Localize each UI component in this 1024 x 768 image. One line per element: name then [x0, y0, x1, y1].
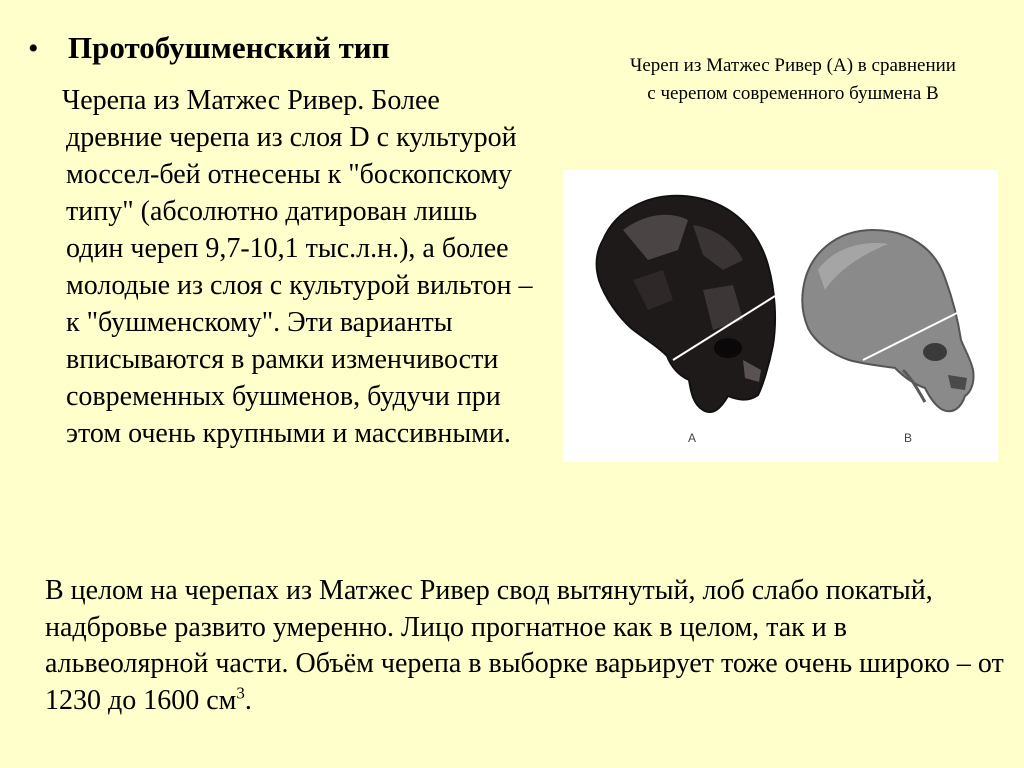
bottom-paragraph-end: . — [244, 684, 252, 716]
skull-a-drawing — [597, 196, 775, 412]
cubic-superscript: 3 — [236, 683, 245, 703]
figure-caption: Череп из Матжес Ривер (А) в сравнении с черепом современного бушмена В — [630, 55, 956, 104]
slide-heading: Протобушменский тип — [68, 30, 390, 65]
skull-comparison-image — [563, 170, 998, 462]
left-paragraph: Черепа из Матжес Ривер. Более древние черепа из слоя D с культурой моссел-бей отнесены к "боскопскому типу" (абсолютно датирован лишь один череп 9,7-10,1 тыс.л.н.), а более молодые из слоя с культурой вильтон – к "бушменскому". Эти варианты вписываются в рамки изменчивости современных бушменов, будучи при этом очень крупными и массивными. — [62, 85, 533, 449]
skull-b-drawing — [802, 230, 973, 411]
skull-b-label: B — [903, 431, 913, 445]
heading-row — [28, 30, 390, 66]
bottom-paragraph-text: В целом на черепах из Матжес Ривер свод вытянутый, лоб слабо покатый, надбровье развито умеренно. Лицо прогнатное как в целом, так и в альвеолярной части. Объём черепа в выборке варьирует тоже очень широко – от 1230 до 1600 см — [45, 575, 1004, 716]
skull-a-label: A — [687, 431, 697, 445]
skull-comparison-figure — [563, 170, 998, 462]
bottom-paragraph — [45, 573, 1005, 719]
bullet-marker: • — [28, 32, 39, 65]
